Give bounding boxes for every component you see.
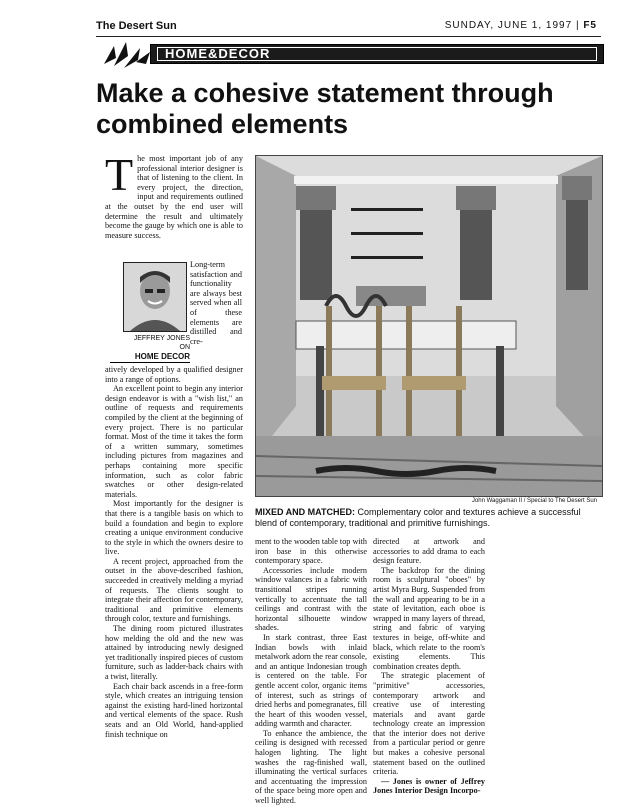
author-name: JEFFREY JONES <box>133 335 190 342</box>
column-three <box>373 537 485 796</box>
page-number: F5 <box>583 20 597 31</box>
section-banner <box>150 44 604 64</box>
drop-cap: T <box>105 149 134 200</box>
date-text: SUNDAY, JUNE 1, 1997 <box>444 20 573 31</box>
paragraph: ment to the wooden table top with iron base in this otherwise contemporary space. <box>255 537 367 566</box>
paper-name: The Desert Sun <box>96 20 177 32</box>
author-portrait-icon <box>124 263 186 331</box>
column-one <box>105 365 243 739</box>
narrow-column-text: Long-term satisfaction and functionality are always best served when all of these elements are distilled and cre- <box>190 260 242 346</box>
byline-rule <box>110 362 190 363</box>
caption-text: Complementary color and textures achieve a successful blend of contemporary, traditional and primitive furnishings. <box>255 507 581 528</box>
dining-room-image-icon <box>256 156 602 496</box>
byline-on: ON <box>179 344 190 351</box>
article-lead <box>105 149 243 240</box>
section-title: HOME&DECOR <box>165 46 271 61</box>
paragraph: An excellent point to begin any interior design endeavor is with a "wish list," an outline of requests and requirements compiled by the client at the beginning of every project. There is no particular format. Most of the time it takes the form of a written summary, sometimes including pictures from magazines and perhaps containing more specific information, such as color fabric swatches or other design-related materials. <box>105 384 243 499</box>
column-name: HOME DECOR <box>134 352 190 361</box>
paragraph: A recent project, approached from the outset in the above-described fashion, succeeded in creatively melding a myriad of requests. The clients sought to integrate their affection for contemporary, traditional and primitive elements through color, texture and furnishings. <box>105 556 243 624</box>
paragraph: directed at artwork and accessories to add drama to each design feature. <box>373 537 485 566</box>
photo-caption <box>255 507 601 529</box>
lead-paragraph: he most important job of any professional interior designer is that of listening to the client. In every project, the direction, input and requirements outlined at the outset by the end user will determine the result and ultimately become the gauge by which one is able to measure success. <box>105 154 243 240</box>
palm-leaves-icon <box>100 38 152 70</box>
author-photo <box>123 262 187 332</box>
paragraph: In stark contrast, three East Indian bowls with inlaid metalwork adorn the rear console, and an antique Indonesian trough is centered on the table. For gentle accent color, organic items of interest, such as strings of dried herbs and pomegranates, fill the heart of this wooden vessel, adding warmth and character. <box>255 632 367 729</box>
column-two <box>255 537 367 806</box>
byline-name <box>110 334 190 352</box>
paragraph: The strategic placement of "primitive" accessories, contemporary artwork and creative use of interesting materials and avant garde technology create an impression that the interior does not derive from a particular period or genre but makes a cohesive personal statement based on the outlined criteria. <box>373 671 485 777</box>
paragraph: The dining room pictured illustrates how melding the old and the new was attained by introducing newly designed yet traditionally inspired pieces of custom furniture, such as ladder-back chairs with a twist, literally. <box>105 624 243 681</box>
paragraph: Accessories include modern window valances in a fabric with transitional stripes running vertically to accentuate the tall ceilings and contrast with the horizontal silhouette window shades. <box>255 565 367 633</box>
dining-room-photo <box>255 155 603 497</box>
header-rule <box>96 36 601 37</box>
paragraph: Most importantly for the designer is that there is a tangible basis on which to build a foundation and begin to explore creating a unique environment conducive to the style in which the owners desire to live. <box>105 499 243 557</box>
paragraph: To enhance the ambience, the ceiling is designed with recessed halogen lighting. The light washes the rag-finished wall, illuminating the vertical surfaces and accentuating the impression of the space being more open and well lighted. <box>255 728 367 806</box>
paragraph: Each chair back ascends in a free-form style, which creates an intriguing tension against the existing hard-lined horizontal and vertical elements of the space. Rush seats and an Old World, hand-applied finish technique on <box>105 681 243 739</box>
paragraph: atively developed by a qualified designer into a range of options. <box>105 365 243 384</box>
photo-credit: John Waggaman II / Special to The Desert Sun <box>471 498 597 504</box>
caption-lead: MIXED AND MATCHED: <box>255 507 355 517</box>
author-tagline: — Jones is owner of Jeffrey Jones Interior Design Incorpo- <box>373 776 485 796</box>
paragraph: The backdrop for the dining room is sculptural "oboes" by artist Myra Burg. Suspended from the wall and appearing to be in a state of levitation, each oboe is wrapped in many layers of thread, string and fabric of varying textures in beige, off-white and black, which relate to the room's existing elements. This combination creates depth. <box>373 565 485 671</box>
headline: Make a cohesive statement through combined elements <box>96 78 554 139</box>
issue-date: SUNDAY, JUNE 1, 1997 | F5 <box>444 20 597 31</box>
